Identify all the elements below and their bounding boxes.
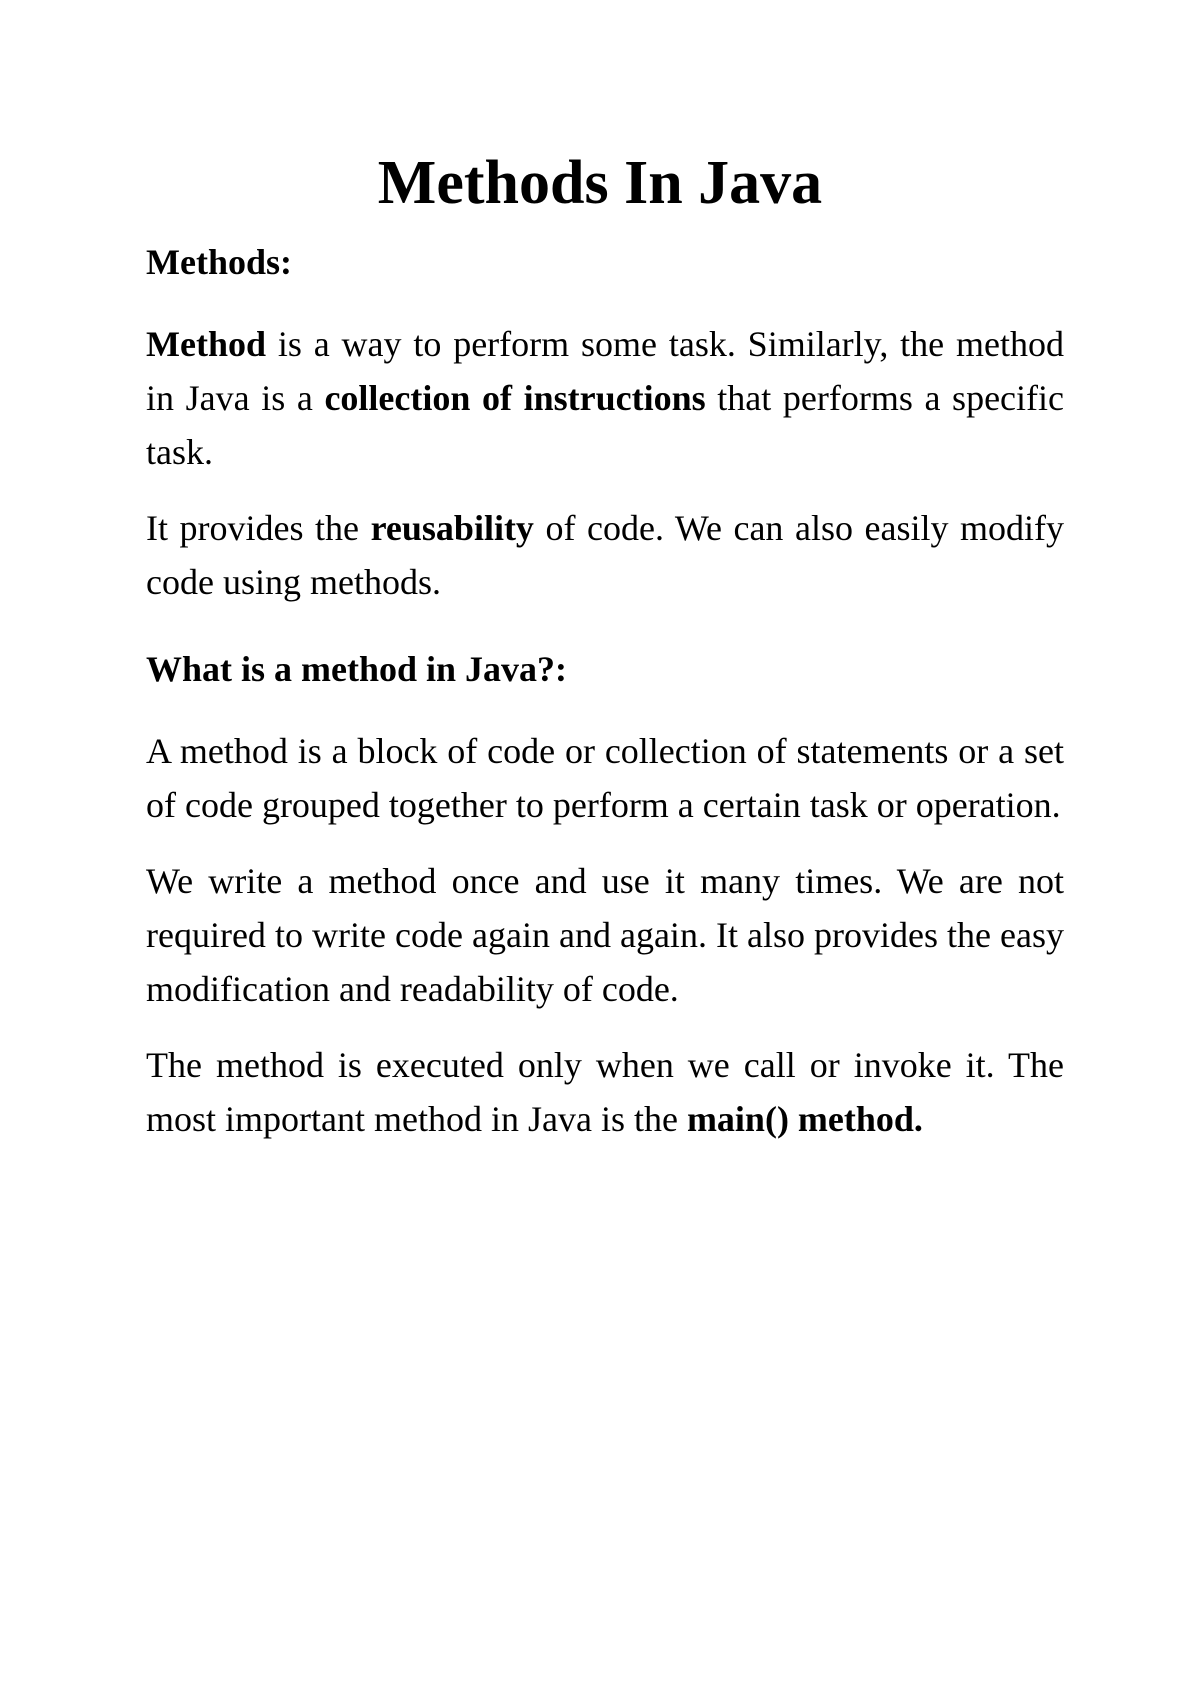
- document-body: [146, 235, 1064, 1146]
- paragraph-text: of code. We can also easily modify code using methods.: [146, 508, 1065, 602]
- paragraph-text: The method is executed only when we call or invoke it. The most important method in Java is the: [146, 1045, 1064, 1139]
- paragraph-text: is a way to perform some task. Similarly, the method in Java is a: [146, 324, 1064, 418]
- paragraph-block-of-code: A method is a block of code or collection of statements or a set of code grouped together to perform a certain task or operation.: [146, 731, 1064, 825]
- paragraph-method-definition: [146, 317, 1064, 479]
- page-title: Methods In Java: [377, 149, 823, 217]
- section-heading-what-is-method: What is a method in Java?:: [146, 649, 568, 689]
- paragraph-write-once: We write a method once and use it many times. We are not required to write code again and again. It also provides the easy modification and readability of code.: [146, 861, 1064, 1009]
- bold-term-method: Method: [146, 324, 266, 364]
- bold-term-reusability: reusability: [370, 508, 534, 548]
- section-heading-methods: Methods:: [146, 242, 292, 282]
- bold-term-main: main() method.: [686, 1099, 923, 1139]
- paragraph-main-method: [146, 1038, 1064, 1146]
- paragraph-text: It provides the: [146, 508, 371, 548]
- paragraph-text: that performs a specific task.: [146, 378, 1064, 472]
- paragraph-reusability: [146, 501, 1064, 609]
- bold-term-collection: collection of instructions: [324, 378, 706, 418]
